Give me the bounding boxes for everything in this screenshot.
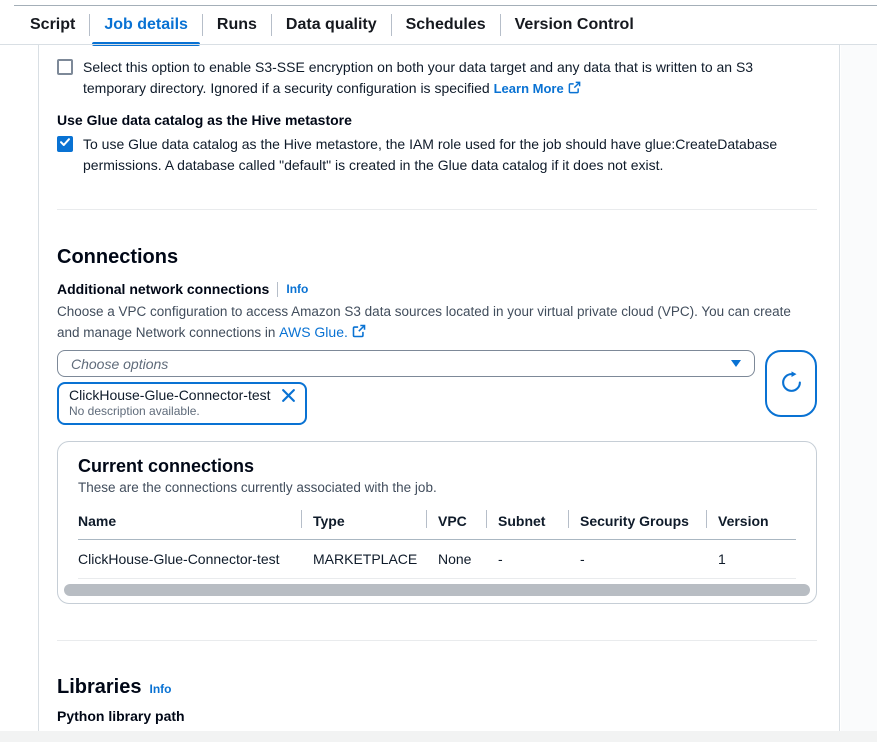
learn-more-label: Learn More [493, 81, 564, 96]
current-connections-title: Current connections [78, 456, 255, 476]
learn-more-link[interactable] [494, 81, 581, 96]
additional-network-connections-label: Additional network connections [57, 281, 270, 297]
column-header-security-groups: Security Groups [568, 508, 706, 540]
external-link-icon [352, 323, 366, 343]
chevron-down-icon [731, 360, 741, 367]
connections-controls [57, 350, 817, 425]
hive-metastore-label: To use Glue data catalog as the Hive metastore, the IAM role used for the job should have glue:CreateDatabase permissions. A database called "default" is created in the Glue data catalog if it does not exist. [83, 136, 778, 173]
connections-description-text: Choose a VPC configuration to access Amazon S3 data sources located in your virtual private cloud (VPC). You can create and manage Network connections in [57, 304, 791, 340]
column-header-subnet: Subnet [486, 508, 568, 540]
label-separator [277, 282, 278, 297]
table-header-row [78, 508, 796, 540]
column-header-version: Version [706, 508, 796, 540]
section-divider [57, 640, 817, 641]
refresh-button[interactable] [765, 350, 817, 417]
s3-sse-encryption-label [83, 57, 817, 100]
column-header-name: Name [78, 508, 301, 540]
hive-metastore-option [57, 134, 817, 176]
tab-version-control[interactable]: Version Control [514, 15, 634, 33]
cell-subnet: - [486, 540, 568, 579]
connections-select[interactable] [57, 350, 755, 377]
tab-data-quality[interactable]: Data quality [285, 15, 377, 33]
check-icon [59, 135, 71, 153]
cell-security-groups: - [568, 540, 706, 579]
connection-token [57, 382, 307, 425]
right-gutter [841, 45, 877, 731]
hive-metastore-checkbox[interactable] [57, 136, 73, 152]
aws-glue-link[interactable] [279, 324, 366, 340]
bottom-strip [0, 731, 877, 742]
tab-schedules[interactable]: Schedules [405, 15, 486, 33]
cell-name: ClickHouse-Glue-Connector-test [78, 540, 301, 579]
libraries-heading: Libraries [57, 676, 142, 698]
column-header-vpc: VPC [426, 508, 486, 540]
external-link-icon [568, 79, 581, 100]
horizontal-scrollbar-track [64, 584, 810, 596]
connections-description [57, 302, 817, 343]
connections-select-placeholder: Choose options [71, 355, 169, 372]
tab-bar [0, 0, 877, 45]
tab-job-details[interactable]: Job details [90, 7, 202, 45]
libraries-info-link[interactable]: Info [149, 682, 172, 696]
job-details-panel [38, 45, 840, 731]
refresh-icon [780, 371, 803, 397]
dismiss-token-icon[interactable] [281, 388, 296, 403]
libraries-heading-row [57, 676, 817, 699]
hive-metastore-heading: Use Glue data catalog as the Hive metastore [57, 112, 352, 128]
column-header-type: Type [301, 508, 426, 540]
cell-version: 1 [706, 540, 796, 579]
connection-token-name: ClickHouse-Glue-Connector-test [69, 387, 271, 403]
current-connections-subtitle: These are the connections currently associated with the job. [78, 480, 437, 495]
tab-script[interactable]: Script [30, 15, 76, 33]
python-library-path-label: Python library path [57, 708, 185, 724]
cell-type: MARKETPLACE [301, 540, 426, 579]
connection-token-description: No description available. [69, 404, 200, 418]
aws-glue-link-label: AWS Glue. [279, 324, 348, 340]
cell-vpc: None [426, 540, 486, 579]
current-connections-card [57, 441, 817, 604]
s3-sse-encryption-text: Select this option to enable S3-SSE encryption on both your data target and any data that is written to an S3 temporary directory. Ignored if a security configuration is specified [83, 59, 754, 96]
s3-sse-encryption-option [57, 57, 817, 100]
current-connections-table [78, 508, 796, 579]
connections-heading: Connections [57, 246, 179, 268]
connections-info-link[interactable]: Info [286, 282, 309, 296]
s3-sse-encryption-checkbox[interactable] [57, 59, 73, 75]
horizontal-scrollbar[interactable] [64, 584, 810, 596]
additional-network-connections-row [57, 281, 817, 297]
table-row [78, 540, 796, 579]
section-divider [57, 209, 817, 210]
tab-runs[interactable]: Runs [216, 15, 257, 33]
